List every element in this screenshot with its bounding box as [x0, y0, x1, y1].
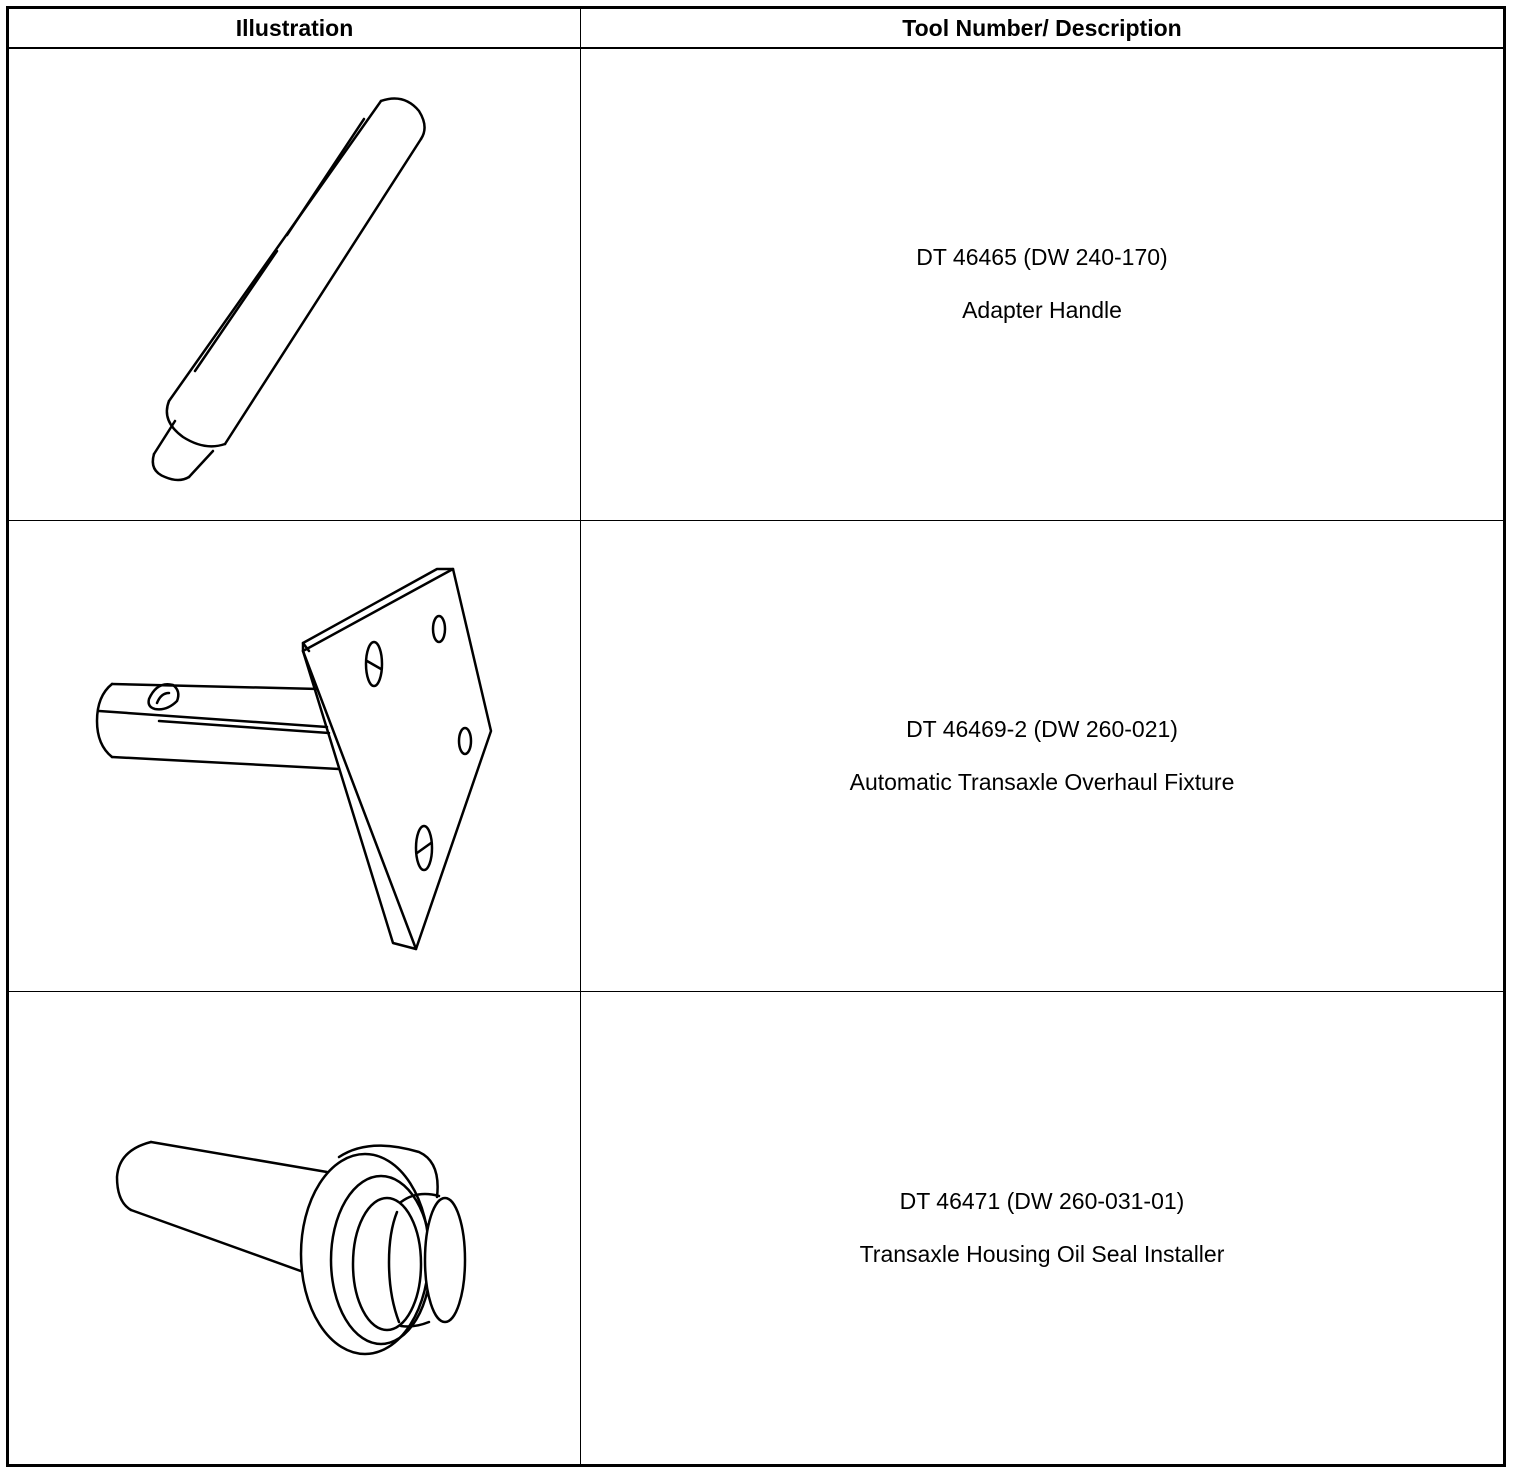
tool-description-3: Transaxle Housing Oil Seal Installer — [859, 1241, 1225, 1268]
description-cell-3 — [581, 992, 1503, 1464]
tool-table — [6, 6, 1506, 1467]
oil-seal-installer-drawing — [9, 992, 581, 1464]
illustration-cell-1 — [9, 49, 581, 521]
header-illustration: Illustration — [9, 9, 581, 49]
description-cell-2 — [581, 521, 1503, 993]
tool-number-2: DT 46469-2 (DW 260-021) — [906, 715, 1178, 742]
illustration-cell-2 — [9, 521, 581, 993]
header-tool-description: Tool Number/ Description — [581, 9, 1503, 49]
illustration-cell-3 — [9, 992, 581, 1464]
tool-description-2: Automatic Transaxle Overhaul Fixture — [849, 768, 1235, 795]
tool-description-1: Adapter Handle — [962, 297, 1122, 324]
tool-number-3: DT 46471 (DW 260-031-01) — [899, 1188, 1185, 1215]
tool-number-1: DT 46465 (DW 240-170) — [916, 244, 1168, 271]
description-cell-1 — [581, 49, 1503, 521]
adapter-handle-drawing — [9, 49, 581, 521]
overhaul-fixture-drawing — [9, 521, 581, 993]
